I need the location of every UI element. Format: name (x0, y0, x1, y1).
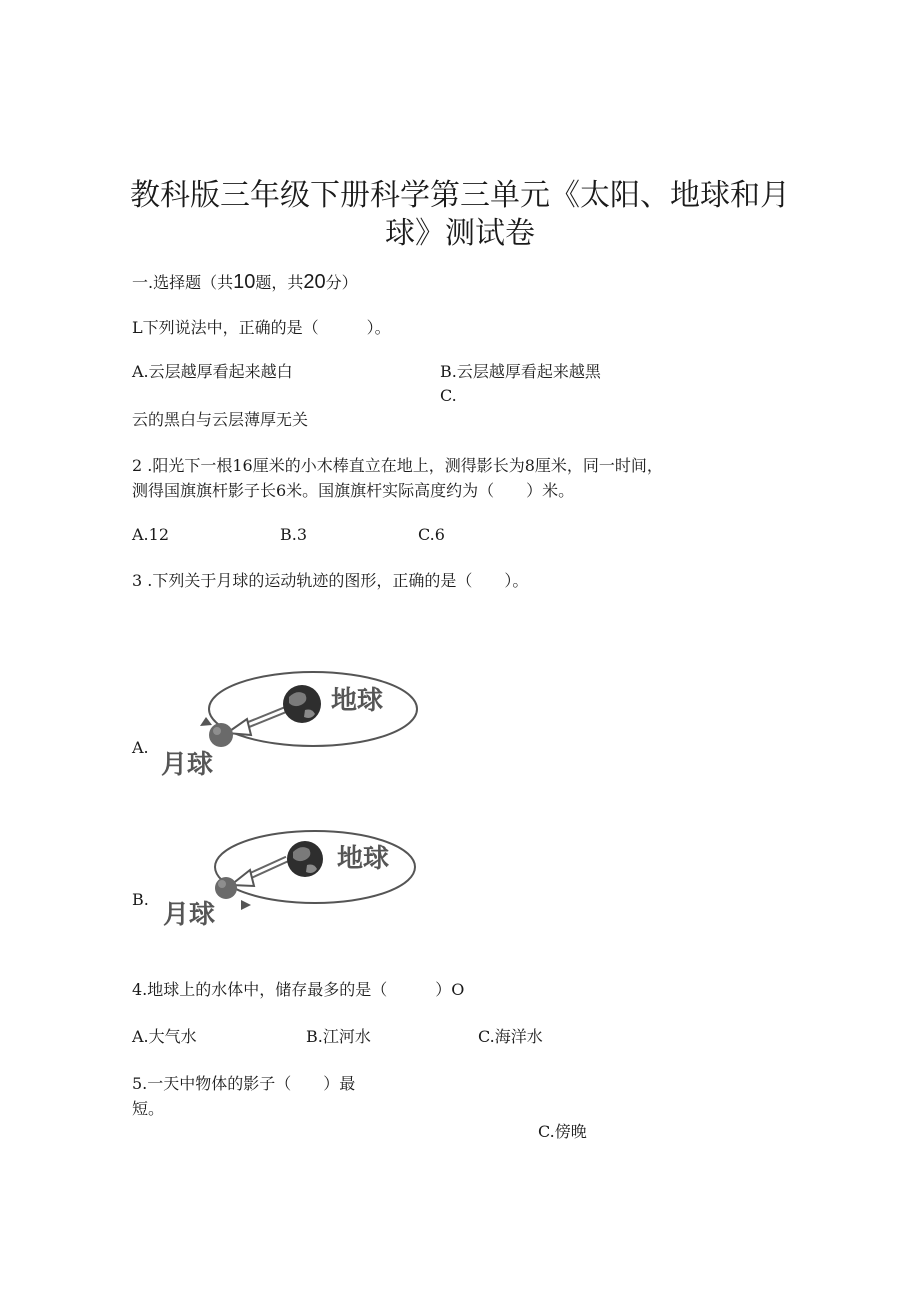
section-total-score: 20 (303, 271, 326, 293)
q2-stem-line-2: 测得国旗旗杆影子长6米。国旗旗杆实际高度约为（ ）米。 (132, 481, 575, 500)
q1-option-c-text: 云的黑白与云层薄厚无关 (132, 410, 309, 429)
q4-option-a: A.大气水 (132, 1027, 197, 1046)
q2-option-c: C.6 (418, 525, 445, 544)
orbit-direction-arrow (241, 900, 251, 910)
q1-stem: L下列说法中，正确的是（ ）。 (132, 318, 391, 337)
section-header (132, 272, 358, 293)
moon-highlight (213, 727, 221, 735)
earth-label: 地球 (331, 686, 384, 716)
q1-option-a: A.云层越厚看起来越白 (132, 362, 293, 381)
section-question-count: 10 (233, 271, 256, 293)
moon-label: 月球 (163, 900, 216, 930)
q5-stem-line-1: 5.一天中物体的影子（ ）最 (132, 1074, 356, 1093)
q1-option-c-label: C. (440, 386, 457, 405)
q4-option-c: C.海洋水 (478, 1027, 543, 1046)
q3-option-a-label: A. (132, 738, 149, 757)
q2-option-b: B.3 (280, 525, 308, 544)
orbit-direction-arrow (200, 717, 212, 726)
moon-icon (209, 723, 233, 747)
moon-icon (215, 877, 237, 899)
section-middle: 题，共 (255, 273, 304, 292)
page-title-line-1: 教科版三年级下册科学第三单元《太阳、地球和月 (130, 178, 790, 213)
page-title-line-2: 球》测试卷 (385, 216, 535, 251)
q3-stem: 3 .下列关于月球的运动轨迹的图形，正确的是（ ）。 (132, 571, 529, 590)
section-suffix: 分） (325, 273, 358, 292)
moon-label: 月球 (161, 750, 214, 780)
q5-option-c: C.傍晚 (538, 1122, 587, 1141)
earth-label: 地球 (337, 844, 390, 874)
q4-option-b: B.江河水 (306, 1027, 371, 1046)
q5-stem-line-2: 短。 (132, 1099, 165, 1118)
q2-option-a: A.12 (132, 525, 169, 544)
q3-option-a-orbit-diagram (155, 665, 425, 785)
q3-option-b-label: B. (132, 890, 149, 909)
q4-stem: 4.地球上的水体中，储存最多的是（ ）O (132, 980, 465, 999)
moon-highlight (218, 880, 226, 888)
section-prefix: 一.选择题（共 (132, 273, 234, 292)
q2-stem-line-1: 2 .阳光下一根16厘米的小木棒直立在地上，测得影长为8厘米，同一时间， (132, 456, 663, 475)
q3-option-b-orbit-diagram (155, 823, 425, 933)
q1-option-b: B.云层越厚看起来越黑 (440, 362, 601, 381)
